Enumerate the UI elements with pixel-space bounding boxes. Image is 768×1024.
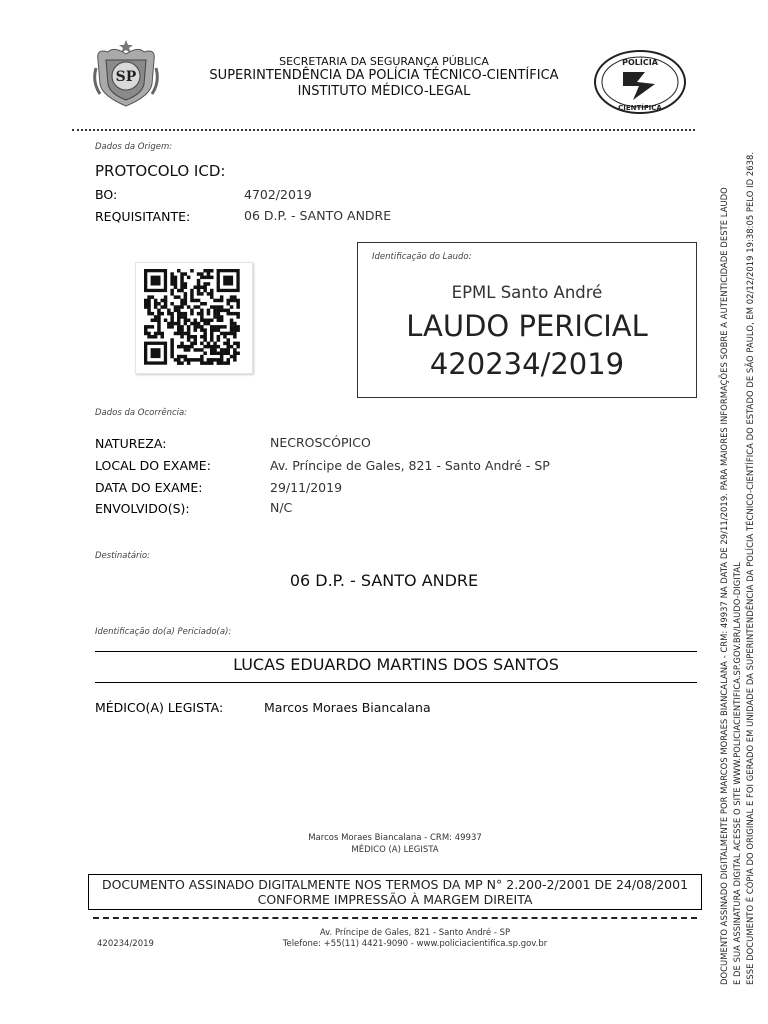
header-iml: INSTITUTO MÉDICO-LEGAL xyxy=(297,84,471,99)
crest-text: SP xyxy=(115,69,137,85)
header-superintendencia: SUPERINTENDÊNCIA DA POLÍCIA TÉCNICO-CIENTÍFICA xyxy=(209,68,559,83)
destinatario-section-label: Destinatário: xyxy=(95,551,150,561)
footer-contact: Telefone: +55(11) 4421-9090 - www.policiacientifica.sp.gov.br xyxy=(282,939,548,949)
local-label: LOCAL DO EXAME: xyxy=(95,458,211,473)
laudo-title: LAUDO PERICIAL xyxy=(406,309,648,343)
side-text-line-2: E DE SUA ASSINATURA DIGITAL ACESSE O SITE WWW.POLICIACIENTIFICA.SP.GOV.BR/LAUDO-DIGITAL xyxy=(732,562,742,985)
footer-address: Av. Príncipe de Gales, 821 - Santo André - SP xyxy=(319,928,511,938)
periciado-section-label: Identificação do(a) Periciado(a): xyxy=(95,627,232,637)
natureza-label: NATUREZA: xyxy=(95,436,167,451)
requisitante-value: 06 D.P. - SANTO ANDRE xyxy=(244,208,392,223)
header-divider xyxy=(72,129,695,131)
qr-code xyxy=(135,262,253,374)
notice-line-2: CONFORME IMPRESSÃO À MARGEM DIREITA xyxy=(257,892,533,907)
periciado-name: LUCAS EDUARDO MARTINS DOS SANTOS xyxy=(233,655,559,674)
protocolo-label: PROTOCOLO ICD: xyxy=(95,162,226,180)
logo-text-bottom: CIENTÍFICA xyxy=(618,104,662,112)
notice-line-1: DOCUMENTO ASSINADO DIGITALMENTE NOS TERMOS DA MP N° 2.200-2/2001 DE 24/08/2001 xyxy=(101,877,689,892)
origem-section-label: Dados da Origem: xyxy=(95,142,173,152)
footer-doc-number: 420234/2019 xyxy=(97,939,154,949)
signature-name: Marcos Moraes Biancalana - CRM: 49937 xyxy=(308,833,482,843)
medico-value: Marcos Moraes Biancalana xyxy=(264,700,431,715)
laudo-unit: EPML Santo André xyxy=(451,283,603,302)
bo-value: 4702/2019 xyxy=(244,187,312,202)
bo-label: BO: xyxy=(95,187,118,202)
side-text-line-3: ESSE DOCUMENTO É CÓPIA DO ORIGINAL E FOI GERADO EM UNIDADE DA SUPERINTENDÊNCIA DA POLÍCIA TÉCNICO-CIENTÍFICA DO ESTADO DE SÃO PAULO, EM 02/12/2019 19:38:05 PELO ID 2638. xyxy=(745,151,755,985)
data-exame-label: DATA DO EXAME: xyxy=(95,480,203,495)
local-value: Av. Príncipe de Gales, 821 - Santo André - SP xyxy=(270,458,550,473)
destinatario-value: 06 D.P. - SANTO ANDRE xyxy=(289,571,479,590)
envolvidos-label: ENVOLVIDO(S): xyxy=(95,501,190,516)
natureza-value: NECROSCÓPICO xyxy=(270,435,371,450)
periciado-name-band xyxy=(95,651,697,683)
footer-divider xyxy=(93,917,697,919)
signature-role: MÉDICO (A) LEGISTA xyxy=(351,845,439,855)
side-text-line-1: DOCUMENTO ASSINADO DIGITALMENTE POR MARCOS MORAES BIANCALANA - CRM: 49937 NA DATA DE 29/11/2019. PARA MAIORES INFORMAÇÕES SOBRE A AUTENTICIDADE DESTE LAUDO xyxy=(719,187,729,985)
laudo-number: 420234/2019 xyxy=(429,347,625,381)
policia-cientifica-logo xyxy=(593,48,688,116)
digital-signature-notice xyxy=(88,874,702,910)
side-authenticity-text xyxy=(718,145,757,985)
medico-label: MÉDICO(A) LEGISTA: xyxy=(95,700,224,715)
laudo-identification-box xyxy=(357,242,697,398)
laudo-section-label: Identificação do Laudo: xyxy=(372,252,472,262)
ocorrencia-section-label: Dados da Ocorrência: xyxy=(95,408,188,418)
envolvidos-value: N/C xyxy=(270,500,293,515)
requisitante-label: REQUISITANTE: xyxy=(95,209,191,224)
logo-text-top: POLÍCIA xyxy=(622,58,658,67)
header-secretaria: SECRETARIA DA SEGURANÇA PÚBLICA xyxy=(279,55,489,68)
data-exame-value: 29/11/2019 xyxy=(270,480,343,495)
